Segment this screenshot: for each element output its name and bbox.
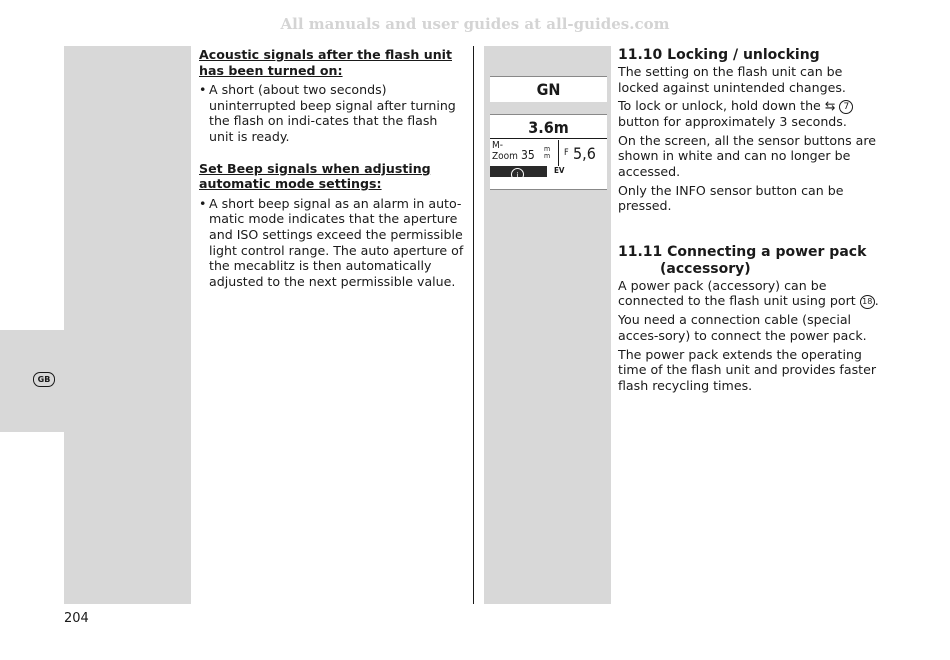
panel-separator	[490, 138, 607, 139]
right-column	[618, 47, 886, 393]
info-icon: i	[511, 168, 524, 181]
locking-section-title: 11.10 Locking / unlocking	[618, 47, 820, 63]
flash-display-illustration	[490, 76, 607, 190]
zoom-unit-bottom: m	[544, 152, 551, 160]
zoom-unit	[544, 146, 550, 160]
column-divider	[473, 46, 474, 604]
locking-para-2-end: button for approximately 3 seconds.	[618, 114, 847, 130]
distance-readout: 3.6m	[528, 118, 569, 137]
panel-border-bottom	[490, 189, 607, 190]
zoom-value: 35	[521, 148, 535, 162]
power-pack-section-title-cont: (accessory)	[660, 260, 751, 277]
panel-gray-strip	[490, 102, 607, 114]
left-column	[199, 47, 465, 289]
port-ref-18: 18	[860, 295, 875, 309]
ev-label: EV	[554, 166, 565, 175]
power-pack-para-1-end: .	[874, 293, 879, 309]
locking-para-2-start: To lock or unlock, hold down the	[618, 98, 821, 114]
acoustic-signals-heading: Acoustic signals after the flash unit has been turned on:	[199, 47, 452, 78]
left-margin-band-lower	[64, 330, 191, 604]
acoustic-signals-bullet: • A short (about two seconds) uninterrupted beep signal after turning the flash on indi-cates that the flash unit is ready.	[199, 82, 465, 144]
aperture-label: F	[564, 148, 569, 158]
zoom-mode-line1: M-	[492, 140, 504, 151]
panel-vertical-bar	[558, 140, 559, 166]
watermark: All manuals and user guides at all-guides.com	[280, 15, 670, 33]
language-badge: GB	[33, 372, 55, 387]
locking-para-1: The setting on the flash unit can be locked against unintended changes.	[618, 64, 846, 95]
power-pack-para-3: The power pack extends the operating time of the flash unit and provides faster flash recycling times.	[618, 346, 876, 393]
left-margin-band	[64, 46, 191, 330]
lock-symbol-icon: ⇆	[824, 98, 836, 114]
aperture-value: 5,6	[573, 144, 596, 163]
beep-signals-bullet: • A short beep signal as an alarm in auto-matic mode indicates that the aperture and ISO settings exceed the permissible light control range. The auto aperture of the mecablitz is then automatically adjusted to the next permissible value.	[199, 196, 465, 290]
locking-para-4: Only the INFO sensor button can be pressed.	[618, 182, 844, 214]
power-pack-para-1	[618, 278, 886, 310]
guide-number-label: GN	[536, 80, 561, 99]
panel-border-top	[490, 76, 607, 77]
button-ref-7: 7	[839, 100, 853, 114]
beep-signals-heading: Set Beep signals when adjusting automatic mode settings:	[199, 160, 431, 192]
zoom-mode-label	[492, 140, 518, 162]
power-pack-section-title: 11.11 Connecting a power pack	[618, 243, 867, 260]
panel-border-mid	[490, 114, 607, 115]
page-number: 204	[64, 611, 89, 626]
power-pack-para-1-start: A power pack (accessory) can be connected to the flash unit using port	[618, 277, 856, 309]
zoom-mode-line2: Zoom	[492, 151, 518, 162]
locking-para-2	[618, 98, 886, 130]
locking-para-3: On the screen, all the sensor buttons are shown in white and can no longer be accessed.	[618, 132, 877, 179]
zoom-unit-top: m	[544, 145, 551, 153]
power-pack-para-2: You need a connection cable (special acces-sory) to connect the power pack.	[618, 312, 867, 343]
